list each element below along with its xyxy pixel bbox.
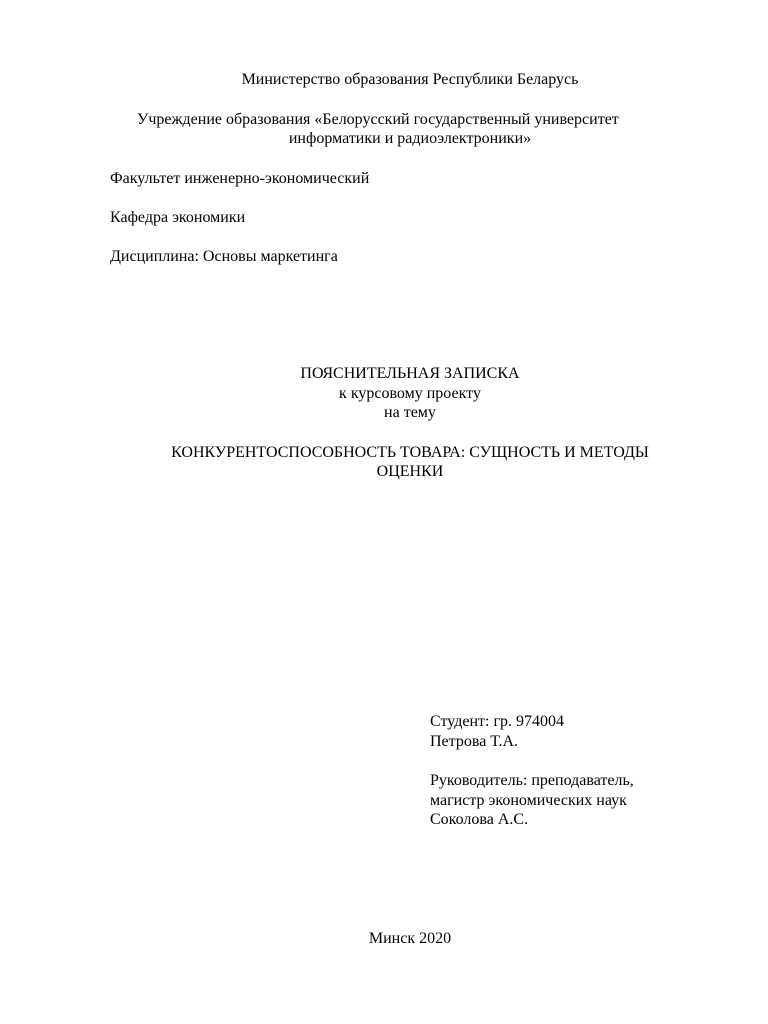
document-subtitle-2: на тему [384,404,436,421]
document-subtitle-1: к курсовому проекту [339,385,481,402]
topic-line-1: КОНКУРЕНТОСПОСОБНОСТЬ ТОВАРА: СУЩНОСТЬ И МЕТОДЫ [171,444,649,461]
supervisor-name: Соколова А.С. [430,811,529,828]
supervisor-position: Руководитель: преподаватель, [430,772,634,789]
topic-line-2: ОЦЕНКИ [376,463,444,480]
student-name: Петрова Т.А. [430,733,519,750]
faculty: Факультет инженерно-экономический [110,170,370,187]
student-group: Студент: гр. 974004 [430,713,565,730]
institution-name-line-2: информатики и радиоэлектроники» [288,130,532,147]
document-type: ПОЯСНИТЕЛЬНАЯ ЗАПИСКА [300,365,520,382]
discipline: Дисциплина: Основы маркетинга [110,248,338,265]
institution-name-line-1: Учреждение образования «Белорусский государственный университет [137,111,619,128]
department: Кафедра экономики [110,209,246,226]
city-year: Минск 2020 [368,930,452,947]
ministry-name: Министерство образования Республики Беларусь [241,71,579,88]
supervisor-degree: магистр экономических наук [430,792,627,809]
